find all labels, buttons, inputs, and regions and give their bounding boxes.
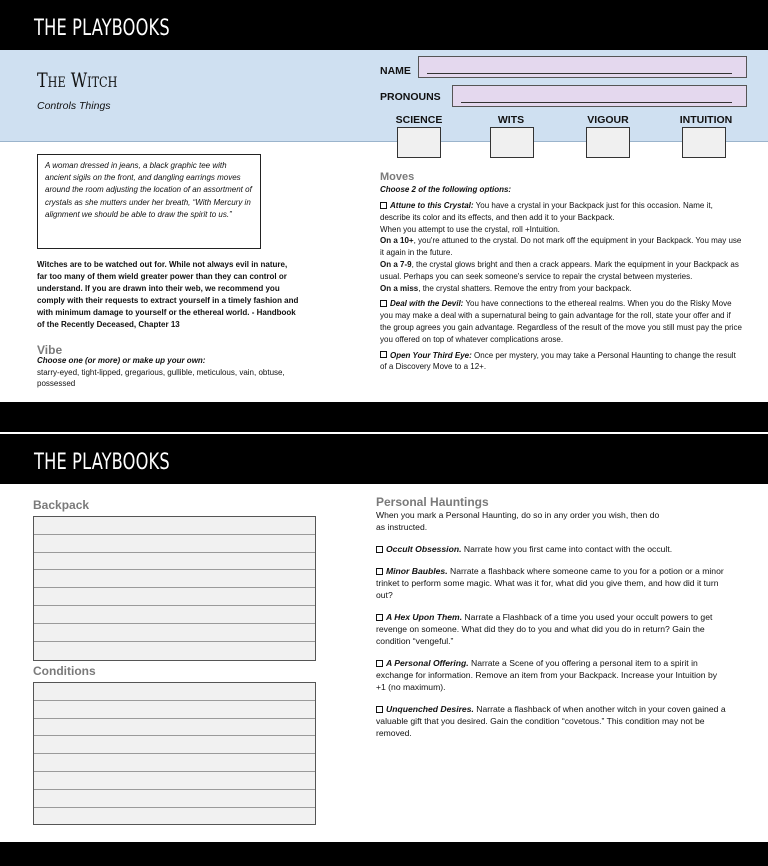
haunting-checkbox[interactable] — [376, 614, 383, 621]
page2-banner-title: THE PLAYBOOKS — [34, 450, 170, 475]
moves-instruction: Choose 2 of the following options: — [380, 185, 512, 194]
conditions-row[interactable] — [34, 754, 315, 772]
haunting-name: Occult Obsession. — [386, 544, 462, 555]
haunting-checkbox[interactable] — [376, 706, 383, 713]
name-label: NAME — [380, 65, 411, 77]
move-deal-checkbox[interactable] — [380, 300, 387, 307]
outcome-label: On a 10+ — [380, 236, 414, 246]
move-third-eye-checkbox[interactable] — [380, 351, 387, 358]
move-extra: When you attempt to use the crystal, roll +Intuition. — [380, 224, 560, 234]
backpack-row[interactable] — [34, 553, 315, 571]
backpack-row[interactable] — [34, 624, 315, 642]
move-third-eye — [380, 350, 742, 374]
haunting-text: Narrate a Flashback of a time you used your occult powers to get revenge on someone. What did they do to you and what did you do in return? Gain the condition “vengeful.” — [376, 612, 713, 646]
haunting-text: Narrate a Scene of you offering a personal item to a spirit in exchange for information. Remove an item from your Backpack. Increase your Intuition by +1 (no maximum). — [376, 658, 718, 692]
haunting-name: Minor Baubles. — [386, 566, 448, 577]
playbook-name: The Witch — [37, 68, 118, 92]
move-name: Open Your Third Eye: — [390, 350, 472, 360]
hauntings-intro: When you mark a Personal Haunting, do so in any order you wish, then do as instructed. — [376, 510, 660, 532]
stat-label-vigour: VIGOUR — [587, 114, 629, 126]
playbook-tagline: Controls Things — [37, 100, 111, 112]
haunting-text: Narrate how you first came into contact with the occult. — [463, 544, 673, 555]
haunting-text: Narrate a flashback of when another witch in your coven gained a valuable gift that you desired. Gain the condition “covetous.” This condition may not be removed. — [376, 704, 726, 738]
haunting-name: A Hex Upon Them. — [386, 612, 463, 623]
stat-box-intuition[interactable] — [682, 127, 726, 158]
move-text: Once per mystery, you may take a Personal Haunting to change the result of a Discovery Move to a 12+. — [380, 350, 736, 372]
hauntings-list — [376, 510, 726, 750]
stat-box-vigour[interactable] — [586, 127, 630, 158]
moves-heading: Moves — [380, 171, 415, 183]
haunting-checkbox[interactable] — [376, 546, 383, 553]
conditions-heading: Conditions — [33, 664, 96, 678]
vibe-options: starry-eyed, tight-lipped, gregarious, gullible, meticulous, vain, obtuse, possessed — [37, 368, 285, 388]
stat-box-wits[interactable] — [490, 127, 534, 158]
conditions-row[interactable] — [34, 790, 315, 808]
haunting-item — [376, 612, 726, 647]
hauntings-heading: Personal Hauntings — [376, 495, 489, 509]
outcome-label: On a 7-9 — [380, 259, 412, 269]
stat-label-wits: WITS — [497, 114, 525, 126]
backpack-heading: Backpack — [33, 498, 90, 512]
move-text: You have a crystal in your Backpack just for this occasion. Name it, describe its color and its effects, and then add it to your Backpack. — [380, 201, 713, 222]
haunting-item — [376, 566, 726, 601]
backpack-row[interactable] — [34, 606, 315, 624]
conditions-row[interactable] — [34, 772, 315, 790]
stat-label-intuition: INTUITION — [679, 114, 733, 126]
haunting-item — [376, 658, 726, 693]
vibe-heading: Vibe — [37, 343, 63, 357]
haunting-checkbox[interactable] — [376, 660, 383, 667]
outcome-text: , you're attuned to the crystal. Do not mark off the equipment in your Backpack. You may use it again in the future. — [380, 236, 742, 258]
page-separator-band — [0, 402, 768, 432]
page1-banner-title: THE PLAYBOOKS — [34, 16, 170, 41]
backpack-row[interactable] — [34, 517, 315, 535]
conditions-row[interactable] — [34, 719, 315, 737]
move-attune — [380, 200, 742, 294]
outcome-text: , the crystal glows bright and then a crack appears. Mark the equipment in your Backpack as usual. Perhaps you can seek someone's service to repair the crystal between mysteries. — [380, 259, 739, 281]
playbook-intro: Witches are to be watched out for. While not always evil in nature, far too many of them wield greater power than they can control or understand. If you are drawn into their web, we recommend you comply with their requests to extract yourself in a timely fashion and with minimum damage to yourself or the ethereal world. - Handbook of the Recently Deceased, Chapter 13 — [37, 260, 299, 329]
move-attune-checkbox[interactable] — [380, 202, 387, 209]
moves-list — [380, 200, 742, 377]
backpack-row[interactable] — [34, 642, 315, 660]
move-deal — [380, 298, 742, 345]
conditions-row[interactable] — [34, 808, 315, 826]
haunting-checkbox[interactable] — [376, 568, 383, 575]
pronouns-underline — [461, 102, 732, 103]
flavor-quote: A woman dressed in jeans, a black graphic tee with ancient sigils on the front, and dangling earrings moves around the room adjusting the location of an assortment of crystals as she mutters under her breath, “With Mercury in alignment we should be able to draw the spirit to us.” — [37, 154, 261, 249]
haunting-name: A Personal Offering. — [386, 658, 469, 669]
conditions-row[interactable] — [34, 683, 315, 701]
conditions-row[interactable] — [34, 701, 315, 719]
outcome-text: , the crystal shatters. Remove the entry from your backpack. — [418, 283, 632, 293]
conditions-row[interactable] — [34, 736, 315, 754]
move-name: Deal with the Devil: — [390, 299, 464, 309]
pronouns-label: PRONOUNS — [380, 91, 441, 103]
stat-label-science: SCIENCE — [395, 114, 443, 126]
conditions-table[interactable] — [33, 682, 316, 825]
vibe-instruction: Choose one (or more) or make up your own: — [37, 356, 206, 365]
page2-footer-band — [0, 842, 768, 866]
page2-banner — [0, 434, 768, 484]
backpack-table[interactable] — [33, 516, 316, 661]
stat-box-science[interactable] — [397, 127, 441, 158]
haunting-text: Narrate a flashback where someone came to you for a potion or a minor trinket to perform some magic. What was it for, what did you give them, and how did it turn out? — [376, 566, 724, 600]
page1-banner — [0, 0, 768, 50]
move-name: Attune to this Crystal: — [390, 201, 474, 210]
move-text: You have connections to the ethereal realms. When you do the Risky Move you may make a deal with a supernatural being to gain advantage for the roll, state your offer and if the group agrees you gain advantage. Regardless of the result of the move you still must pay the price you offered on top of whatever complications arose. — [380, 299, 742, 344]
backpack-row[interactable] — [34, 588, 315, 606]
name-field[interactable] — [418, 56, 747, 78]
outcome-label: On a miss — [380, 283, 419, 293]
backpack-row[interactable] — [34, 570, 315, 588]
haunting-item — [376, 704, 726, 739]
backpack-row[interactable] — [34, 535, 315, 553]
haunting-item — [376, 544, 726, 556]
name-underline — [427, 73, 732, 74]
pronouns-field[interactable] — [452, 85, 747, 107]
haunting-name: Unquenched Desires. — [386, 704, 474, 715]
